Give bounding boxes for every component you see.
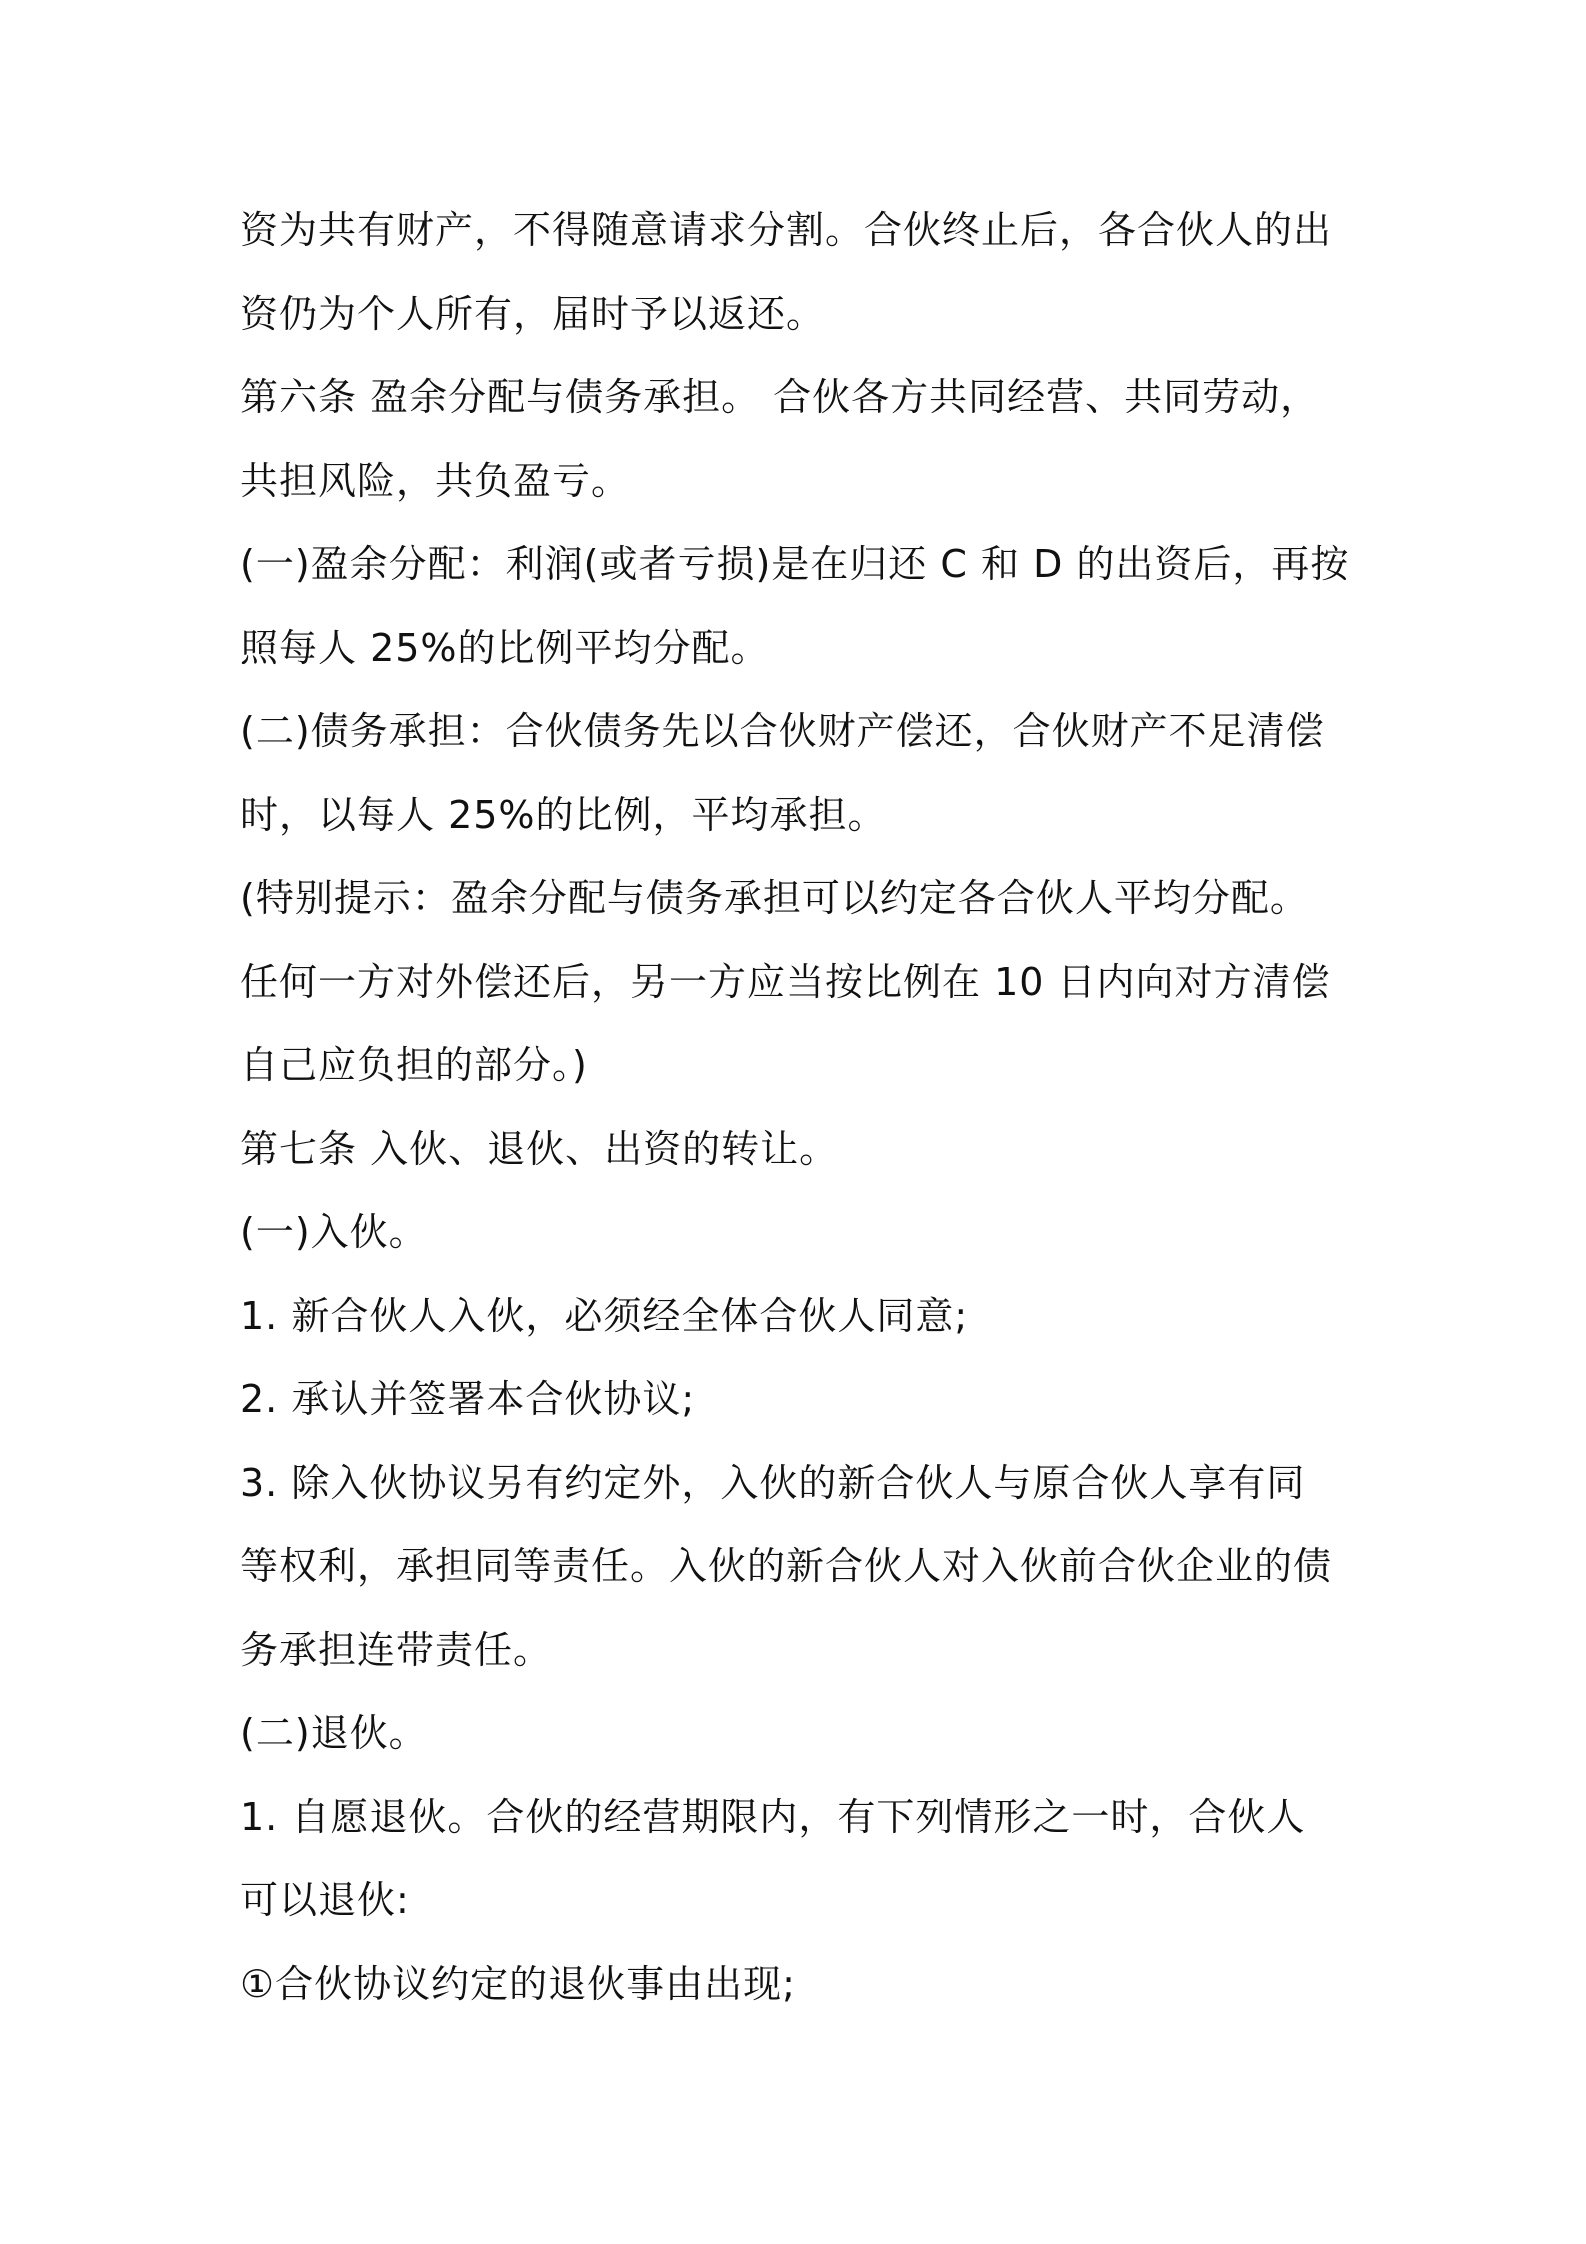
text-line: 共担风险，共负盈亏。 bbox=[240, 459, 631, 503]
text-line: 时，以每人 25%的比例，平均承担。 bbox=[240, 793, 887, 837]
text-line: 照每人 25%的比例平均分配。 bbox=[240, 626, 770, 670]
list-item: ①合伙协议约定的退伙事由出现; bbox=[240, 1962, 796, 2006]
text-line: 自己应负担的部分。) bbox=[240, 1043, 588, 1087]
section-heading-6: 第六条 盈余分配与债务承担。 合伙各方共同经营、共同劳动， bbox=[240, 375, 1320, 419]
list-item: 1. 新合伙人入伙，必须经全体合伙人同意; bbox=[240, 1294, 969, 1338]
section-heading-7: 第七条 入伙、退伙、出资的转让。 bbox=[240, 1127, 839, 1171]
list-item: 2. 承认并签署本合伙协议; bbox=[240, 1377, 696, 1421]
subsection-heading: (二)退伙。 bbox=[240, 1711, 428, 1755]
text-line: 可以退伙: bbox=[240, 1878, 410, 1922]
list-item: 1. 自愿退伙。合伙的经营期限内，有下列情形之一时，合伙人 bbox=[240, 1795, 1306, 1839]
text-line: (一)盈余分配：利润(或者亏损)是在归还 C 和 D 的出资后，再按 bbox=[240, 542, 1350, 586]
text-line: 任何一方对外偿还后，另一方应当按比例在 10 日内向对方清偿 bbox=[240, 960, 1331, 1004]
list-item: 3. 除入伙协议另有约定外，入伙的新合伙人与原合伙人享有同 bbox=[240, 1461, 1306, 1505]
text-line: 资仍为个人所有，届时予以返还。 bbox=[240, 292, 826, 336]
text-line: (二)债务承担：合伙债务先以合伙财产偿还，合伙财产不足清偿 bbox=[240, 709, 1325, 753]
text-line: 等权利，承担同等责任。入伙的新合伙人对入伙前合伙企业的债 bbox=[240, 1544, 1333, 1588]
text-line: 资为共有财产，不得随意请求分割。合伙终止后，各合伙人的出 bbox=[240, 208, 1333, 252]
subsection-heading: (一)入伙。 bbox=[240, 1210, 428, 1254]
text-line: (特别提示：盈余分配与债务承担可以约定各合伙人平均分配。 bbox=[240, 876, 1309, 920]
text-line: 务承担连带责任。 bbox=[240, 1628, 553, 1672]
